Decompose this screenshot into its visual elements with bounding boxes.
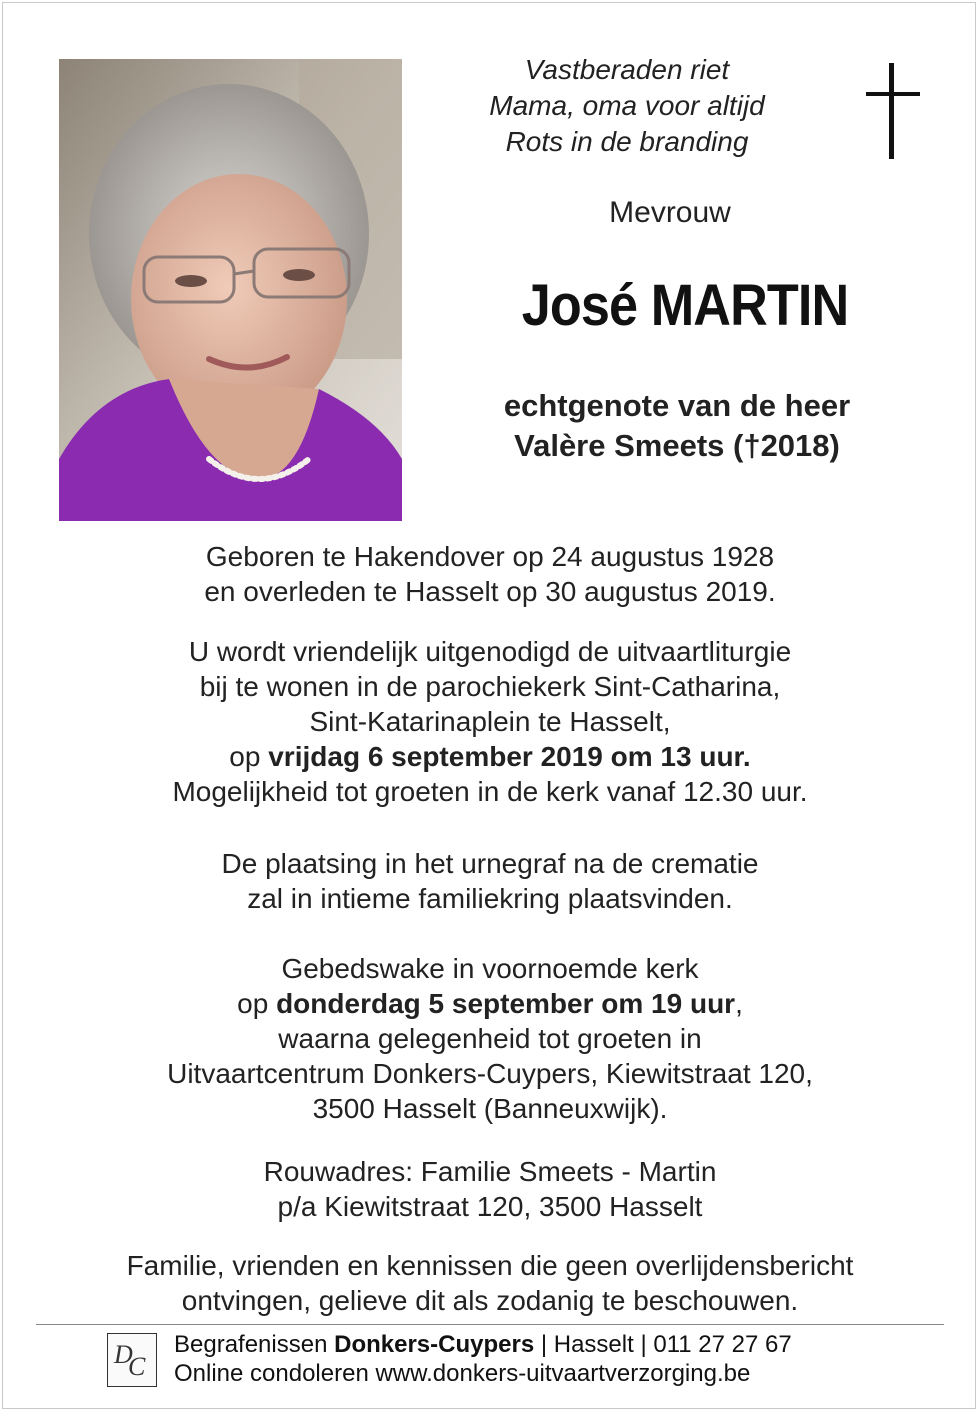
invite-line: bij te wonen in de parochiekerk Sint-Catharina, [199,671,781,702]
company-logo-icon: D C [107,1333,157,1387]
portrait-photo [59,59,402,521]
cremation-line: De plaatsing in het urnegraf na de crematie [221,848,759,879]
invite-date-prefix: op [229,741,269,772]
funeral-date: vrijdag 6 september 2019 om 13 uur. [268,741,751,772]
invite-line: Sint-Katarinaplein te Hasselt, [309,706,671,737]
footer-online-line [174,1359,874,1389]
notice-line: Familie, vrienden en kennissen die geen overlijdensbericht [126,1250,854,1281]
mourning-address [30,1154,950,1224]
address-line: p/a Kiewitstraat 120, 3500 Hasselt [277,1191,703,1222]
poem-line: Mama, oma voor altijd [489,90,765,121]
poem-line: Vastberaden riet [524,54,730,85]
cross-icon [866,63,920,159]
vigil-date-suffix: , [735,988,743,1019]
salutation: Mevrouw [609,196,731,229]
footer-website-link[interactable]: www.donkers-uitvaartverzorging.be [375,1360,751,1387]
notice-line: ontvingen, gelieve dit als zodanig te beschouwen. [181,1285,799,1316]
footer-online-label: Online condoleren [174,1360,376,1387]
vigil-line: 3500 Hasselt (Banneuxwijk). [312,1093,668,1124]
footer-divider [36,1324,944,1325]
invite-date-line [30,739,950,774]
invite-line: U wordt vriendelijk uitgenodigd de uitvaartliturgie [188,636,792,667]
funeral-invitation [30,634,950,809]
vigil-line: Uitvaartcentrum Donkers-Cuypers, Kiewitstraat 120, [167,1058,813,1089]
deceased-name: José MARTIN [521,273,849,338]
vigil-line: Gebedswake in voornoemde kerk [281,953,699,984]
poem [440,52,814,160]
vigil-line: waarna gelegenheid tot groeten in [278,1023,702,1054]
vigil-date-prefix: op [237,988,277,1019]
footer-company-line [174,1330,874,1360]
spouse-info [440,386,914,466]
death-line: en overleden te Hasselt op 30 augustus 2019. [204,576,776,607]
invite-line: Mogelijkheid tot groeten in de kerk vanaf 12.30 uur. [172,776,808,807]
spouse-line: Valère Smeets (†2018) [514,428,840,463]
footer-contact: | Hasselt | 011 27 27 67 [534,1331,792,1358]
spouse-line: echtgenote van de heer [503,388,851,423]
vigil-info [30,951,950,1126]
vigil-date: donderdag 5 september om 19 uur [276,988,736,1019]
poem-line: Rots in de branding [505,126,749,157]
vigil-date-line [30,986,950,1021]
cremation-info [30,846,950,916]
footer-company-name: Donkers-Cuypers [334,1331,535,1358]
birth-line: Geboren te Hakendover op 24 augustus 1928 [205,541,775,572]
birth-death-info [30,539,950,609]
address-line: Rouwadres: Familie Smeets - Martin [263,1156,717,1187]
footer-prefix: Begrafenissen [174,1331,335,1358]
cremation-line: zal in intieme familiekring plaatsvinden. [247,883,733,914]
notice [30,1248,950,1318]
